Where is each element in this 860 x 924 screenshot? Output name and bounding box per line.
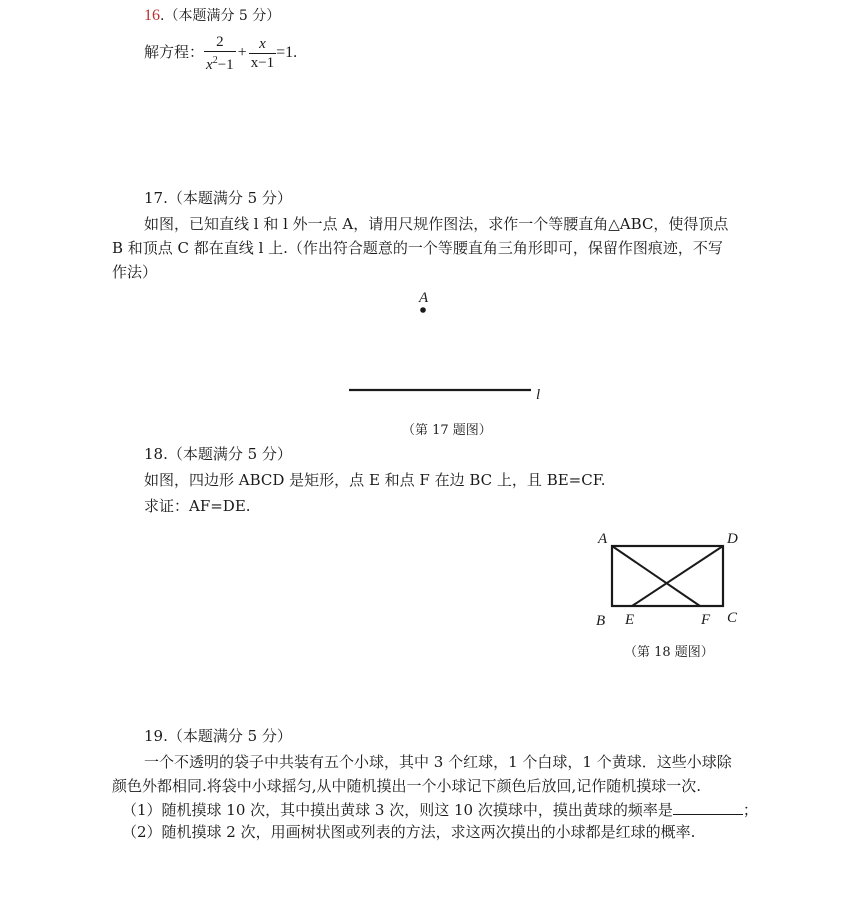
q18-label-f: F — [701, 612, 711, 628]
q17-point-label: A — [419, 290, 429, 306]
q16-number: 16 — [144, 7, 160, 24]
q16-frac1-numerator: 2 — [204, 33, 236, 52]
q18-label-e: E — [625, 612, 635, 628]
q16-frac1-denominator: $x^2-1$ — [206, 54, 234, 73]
q17-line-3: 作法） — [112, 263, 158, 281]
q17-line-label: l — [536, 387, 541, 403]
q17-point-a — [420, 307, 426, 313]
q19-line-3 — [122, 798, 758, 822]
q18-label-d: D — [727, 531, 738, 547]
q16-lead: 解方程： — [144, 43, 205, 61]
q18-label-a: A — [598, 531, 608, 547]
q19-line-4: （2）随机摸球 2 次，用画树状图或列表的方法，求这两次摸出的小球都是红球的概率. — [122, 823, 696, 841]
q18-segment-af — [612, 546, 700, 606]
q16-frac2-numerator: x — [249, 35, 276, 54]
q19-line-2: 颜色外都相同.将袋中小球摇匀,从中随机摸出一个小球记下颜色后放回,记作随机摸球一次. — [112, 777, 702, 795]
q18-caption: （第 18 题图） — [624, 645, 714, 660]
q18-label-c: C — [727, 610, 738, 626]
q18-figure — [596, 531, 738, 629]
q18-rectangle-abcd — [612, 546, 723, 606]
q16-header-note: .（本题满分 5 分） — [160, 8, 281, 24]
q17-caption: （第 17 题图） — [402, 423, 492, 438]
q17-line-1: 如图，已知直线 l 和 l 外一点 A，请用尺规作图法，求作一个等腰直角△ABC，使得顶点 — [144, 215, 729, 233]
q18-line-2: 求证：AF=DE. — [144, 497, 251, 515]
q18-line-1: 如图，四边形 ABCD 是矩形，点 E 和点 F 在边 BC 上，且 BE=CF. — [144, 471, 606, 489]
q19-answer-blank — [673, 800, 743, 815]
q16-rhs: =1. — [276, 44, 298, 61]
q18-header: 18.（本题满分 5 分） — [144, 445, 292, 463]
q16-plus: + — [237, 44, 247, 61]
q18-segment-de — [632, 546, 723, 606]
q19-line-3-text: （1）随机摸球 10 次，其中摸出黄球 3 次，则这 10 次摸球中，摸出黄球的频率是 — [122, 801, 673, 819]
q17-line-2: B 和顶点 C 都在直线 l 上.（作出符合题意的一个等腰直角三角形即可，保留作图痕迹，不写 — [112, 239, 723, 257]
q17-header: 17.（本题满分 5 分） — [144, 189, 292, 207]
q19-line-3-end: ； — [742, 801, 758, 819]
q19-header: 19.（本题满分 5 分） — [144, 727, 292, 745]
q18-label-b: B — [596, 613, 606, 629]
q19-line-1: 一个不透明的袋子中共装有五个小球，其中 3 个红球，1 个白球，1 个黄球．这些小球除 — [144, 753, 732, 771]
q16-frac2-denominator: x−1 — [250, 54, 275, 71]
